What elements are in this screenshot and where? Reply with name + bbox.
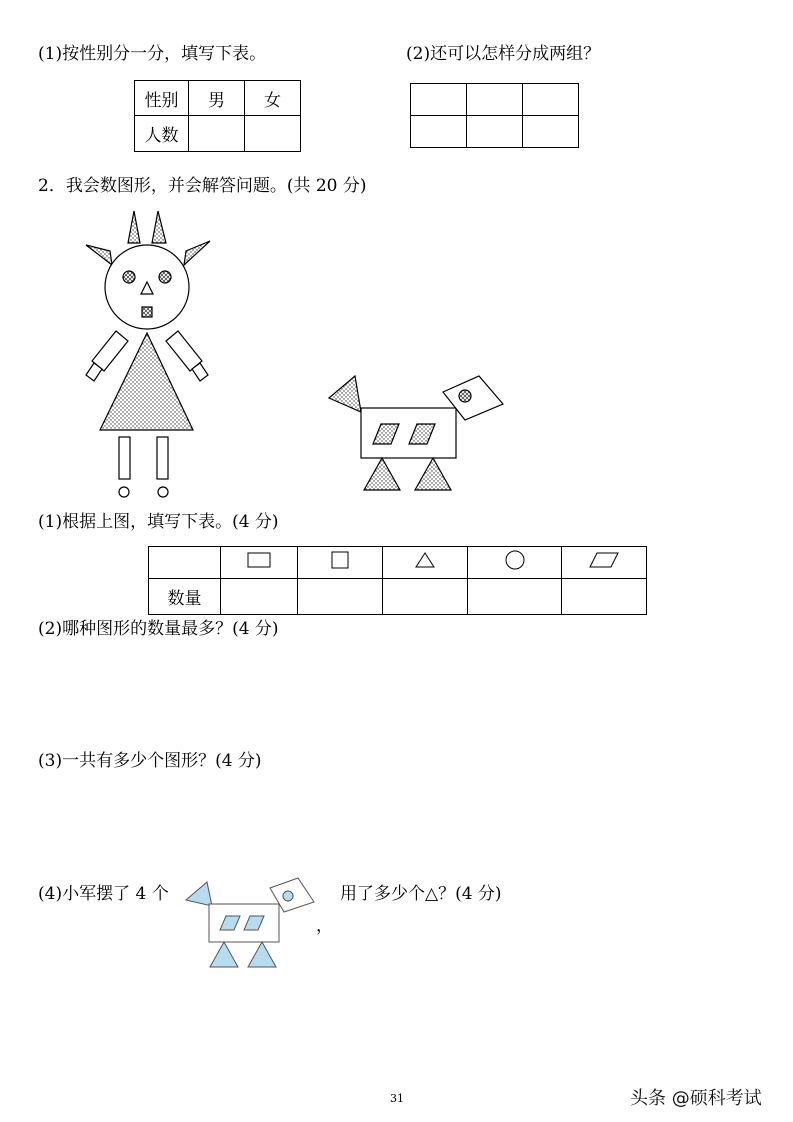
q2-part2-text: (2)哪种图形的数量最多？(4 分)	[38, 619, 279, 639]
q2-part3-text: (3)一共有多少个图形？(4 分)	[38, 751, 262, 771]
rectangle-count-cell[interactable]	[221, 579, 298, 615]
square-count-cell[interactable]	[298, 579, 383, 615]
dog-body	[361, 408, 456, 458]
q1-part2-text: (2)还可以怎样分成两组？	[406, 44, 601, 64]
small-leg-left	[210, 942, 238, 967]
triangle-header	[383, 547, 468, 579]
comma: ，	[316, 916, 333, 936]
page-number: 31	[390, 1092, 404, 1105]
right-foot	[158, 487, 168, 497]
dog-tail	[329, 376, 361, 412]
right-eye	[159, 271, 171, 283]
two-groups-table	[410, 83, 579, 148]
q2-part4-text-a: (4)小军摆了 4 个	[38, 884, 169, 904]
left-leg	[119, 437, 130, 479]
circle-header	[468, 547, 562, 579]
q2-title: 2．我会数图形，并会解答问题。(共 20 分)	[38, 176, 367, 196]
triangle-icon	[415, 552, 435, 568]
female-count-cell[interactable]	[245, 116, 301, 152]
triangle-count-cell[interactable]	[383, 579, 468, 615]
small-dog-figure	[182, 878, 317, 970]
circle-count-cell[interactable]	[468, 579, 562, 615]
hair-diamond-right	[152, 211, 166, 243]
q2-part4-text-b: 用了多少个△？(4 分)	[340, 884, 502, 904]
group-cell[interactable]	[523, 84, 579, 116]
mouth-square	[142, 307, 152, 317]
left-eye	[123, 271, 135, 283]
q1-part1-text: (1)按性别分一分，填写下表。	[38, 44, 267, 64]
parallelogram-count-cell[interactable]	[562, 579, 647, 615]
small-dog-tail	[186, 882, 212, 906]
square-header	[298, 547, 383, 579]
left-foot	[119, 487, 129, 497]
small-leg-right	[248, 942, 276, 967]
hair-left	[86, 245, 112, 265]
rectangle-header	[221, 547, 298, 579]
group-cell[interactable]	[411, 84, 467, 116]
group-cell[interactable]	[467, 84, 523, 116]
male-header: 男	[189, 81, 245, 116]
circle-icon	[505, 550, 525, 570]
hair-right	[184, 241, 210, 265]
watermark: 头条 @硕科考试	[630, 1088, 762, 1109]
count-label: 数量	[149, 579, 221, 615]
girl-figure	[80, 205, 220, 505]
dog-eye	[459, 390, 471, 402]
leg-left	[364, 458, 400, 490]
small-dog-body	[209, 904, 279, 942]
blank-header-cell	[149, 547, 221, 579]
q2-part1-text: (1)根据上图，填写下表。(4 分)	[38, 512, 279, 532]
rectangle-icon	[247, 552, 271, 568]
gender-header: 性别	[135, 81, 189, 116]
gender-table	[134, 80, 301, 152]
shape-count-table	[148, 546, 647, 615]
male-count-cell[interactable]	[189, 116, 245, 152]
hair-diamond-left	[128, 211, 140, 243]
count-row-label: 人数	[135, 116, 189, 152]
dog-figure	[325, 372, 510, 494]
leg-right	[415, 458, 451, 490]
female-header: 女	[245, 81, 301, 116]
group-cell[interactable]	[411, 116, 467, 148]
square-icon	[331, 551, 349, 569]
group-cell[interactable]	[523, 116, 579, 148]
parallelogram-icon	[589, 552, 619, 568]
right-leg	[157, 437, 168, 479]
small-dog-eye	[283, 891, 293, 901]
parallelogram-header	[562, 547, 647, 579]
group-cell[interactable]	[467, 116, 523, 148]
